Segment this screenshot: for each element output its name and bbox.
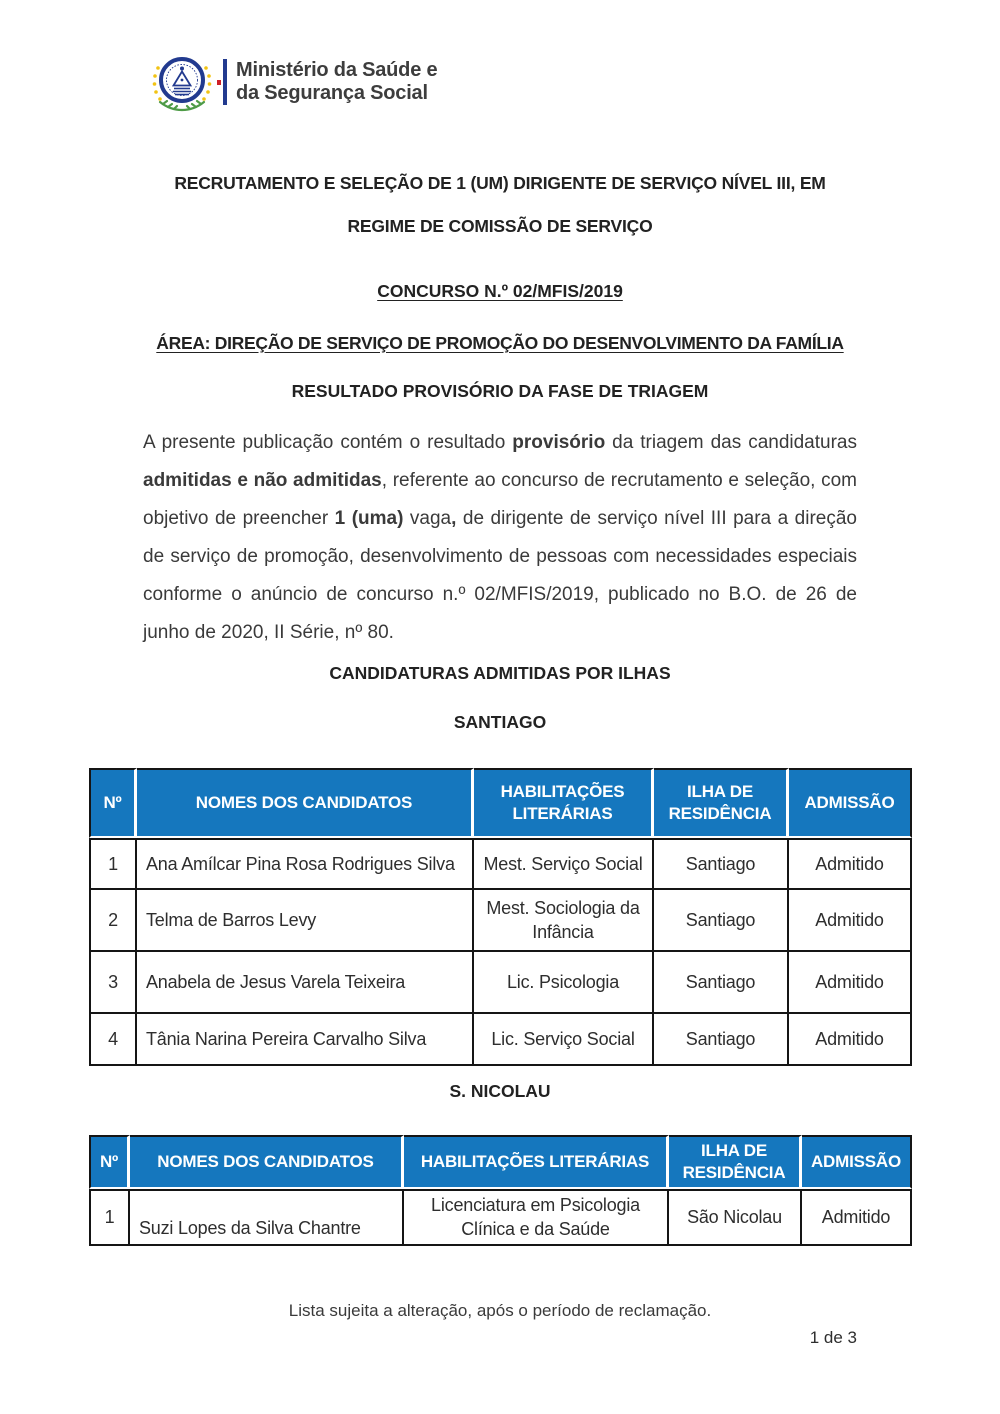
table-row: [89, 1189, 912, 1246]
table-cell: Admitido: [789, 890, 912, 952]
table-cell: Santiago: [654, 952, 789, 1014]
s-nicolau-table-head: [89, 1135, 912, 1189]
table-cell: Suzi Lopes da Silva Chantre: [130, 1189, 404, 1246]
table-cell: Admitido: [789, 952, 912, 1014]
footer-note: Lista sujeita a alteração, após o período de reclamação.: [288, 1301, 712, 1320]
table-cell: 2: [89, 890, 137, 952]
table-row: [89, 890, 912, 952]
paragraph-segment: A presente publicação contém o resultado: [143, 432, 513, 453]
column-header: Nº: [89, 768, 137, 838]
heading-resultado: RESULTADO PROVISÓRIO DA FASE DE TRIAGEM: [291, 381, 709, 401]
table-cell: Lic. Serviço Social: [474, 1014, 654, 1066]
table-cell: Santiago: [654, 838, 789, 890]
header-row: [89, 1135, 912, 1189]
table-row: [89, 1014, 912, 1066]
table-cell: Ana Amílcar Pina Rosa Rodrigues Silva: [137, 838, 474, 890]
table-cell: São Nicolau: [669, 1189, 802, 1246]
s-nicolau-table: [89, 1135, 912, 1246]
table-cell: 3: [89, 952, 137, 1014]
paragraph-segment: vaga: [403, 508, 452, 529]
header-row: [89, 768, 912, 838]
ministry-name: [236, 59, 437, 105]
table-cell: Lic. Psicologia: [474, 952, 654, 1014]
santiago-table-body: [89, 838, 912, 1066]
heading-s-nicolau: S. NICOLAU: [449, 1081, 551, 1101]
heading-candidaturas: CANDIDATURAS ADMITIDAS POR ILHAS: [329, 663, 671, 683]
column-header: ILHA DE RESIDÊNCIA: [654, 768, 789, 838]
logo-divider-bar: [223, 59, 227, 105]
table-cell: Mest. Serviço Social: [474, 838, 654, 890]
cape-verde-coat-of-arms-icon: [150, 50, 214, 114]
table-row: [89, 838, 912, 890]
ministry-name-line2: da Segurança Social: [236, 82, 428, 104]
table-cell: 1: [89, 838, 137, 890]
s-nicolau-table-body: [89, 1189, 912, 1246]
table-cell: Licenciatura em Psicologia Clínica e da Saúde: [404, 1189, 669, 1246]
page-number: 1 de 3: [809, 1328, 857, 1347]
table-cell: 1: [89, 1189, 130, 1246]
column-header: HABILITAÇÕES LITERÁRIAS: [404, 1135, 669, 1189]
flag-red-mark: [217, 80, 221, 85]
heading-concurso: CONCURSO N.º 02/MFIS/2019: [377, 281, 623, 301]
intro-paragraph: [143, 424, 857, 652]
table-cell: 4: [89, 1014, 137, 1066]
paragraph-segment: provisório: [512, 432, 606, 453]
table-row: [89, 952, 912, 1014]
ministry-logo: [150, 50, 437, 114]
document-title-line2: REGIME DE COMISSÃO DE SERVIÇO: [347, 216, 653, 236]
table-cell: Mest. Sociologia da Infância: [474, 890, 654, 952]
santiago-table-head: [89, 768, 912, 838]
paragraph-segment: da triagem das candidaturas: [605, 432, 857, 453]
paragraph-segment: 1 (uma): [334, 508, 404, 529]
table-cell: Santiago: [654, 890, 789, 952]
column-header: HABILITAÇÕES LITERÁRIAS: [474, 768, 654, 838]
paragraph-segment: admitidas e não admitidas: [143, 470, 382, 491]
paragraph-segment: ,: [451, 508, 457, 529]
table-cell: Telma de Barros Levy: [137, 890, 474, 952]
paragraph-segment: de dirigente de serviço nível III para a direção de serviço de promoção, desenvolvimento de pessoas com necessidades especiais conforme o anúncio de concurso n.º 02/MFIS/2019, publicado no B.O. de 26 de junho de 2020, II Série, nº 80.: [143, 508, 857, 643]
column-header: ADMISSÃO: [789, 768, 912, 838]
santiago-table: [89, 768, 912, 1066]
column-header: NOMES DOS CANDIDATOS: [130, 1135, 404, 1189]
table-cell: Admitido: [789, 1014, 912, 1066]
column-header: Nº: [89, 1135, 130, 1189]
paragraph-segment: , referente ao concurso de recrutamento e seleção, com objetivo de preencher: [143, 470, 857, 529]
column-header: ADMISSÃO: [802, 1135, 912, 1189]
table-cell: Admitido: [802, 1189, 912, 1246]
column-header: NOMES DOS CANDIDATOS: [137, 768, 474, 838]
document-title-line1: RECRUTAMENTO E SELEÇÃO DE 1 (UM) DIRIGENTE DE SERVIÇO NÍVEL III, EM: [174, 173, 826, 193]
table-cell: Tânia Narina Pereira Carvalho Silva: [137, 1014, 474, 1066]
heading-area: ÁREA: DIREÇÃO DE SERVIÇO DE PROMOÇÃO DO DESENVOLVIMENTO DA FAMÍLIA: [156, 333, 844, 353]
table-cell: Anabela de Jesus Varela Teixeira: [137, 952, 474, 1014]
column-header: ILHA DE RESIDÊNCIA: [669, 1135, 802, 1189]
heading-santiago: SANTIAGO: [453, 712, 547, 732]
ministry-name-line1: Ministério da Saúde e: [236, 59, 438, 81]
table-cell: Admitido: [789, 838, 912, 890]
document-title: [0, 162, 1000, 248]
table-cell: Santiago: [654, 1014, 789, 1066]
